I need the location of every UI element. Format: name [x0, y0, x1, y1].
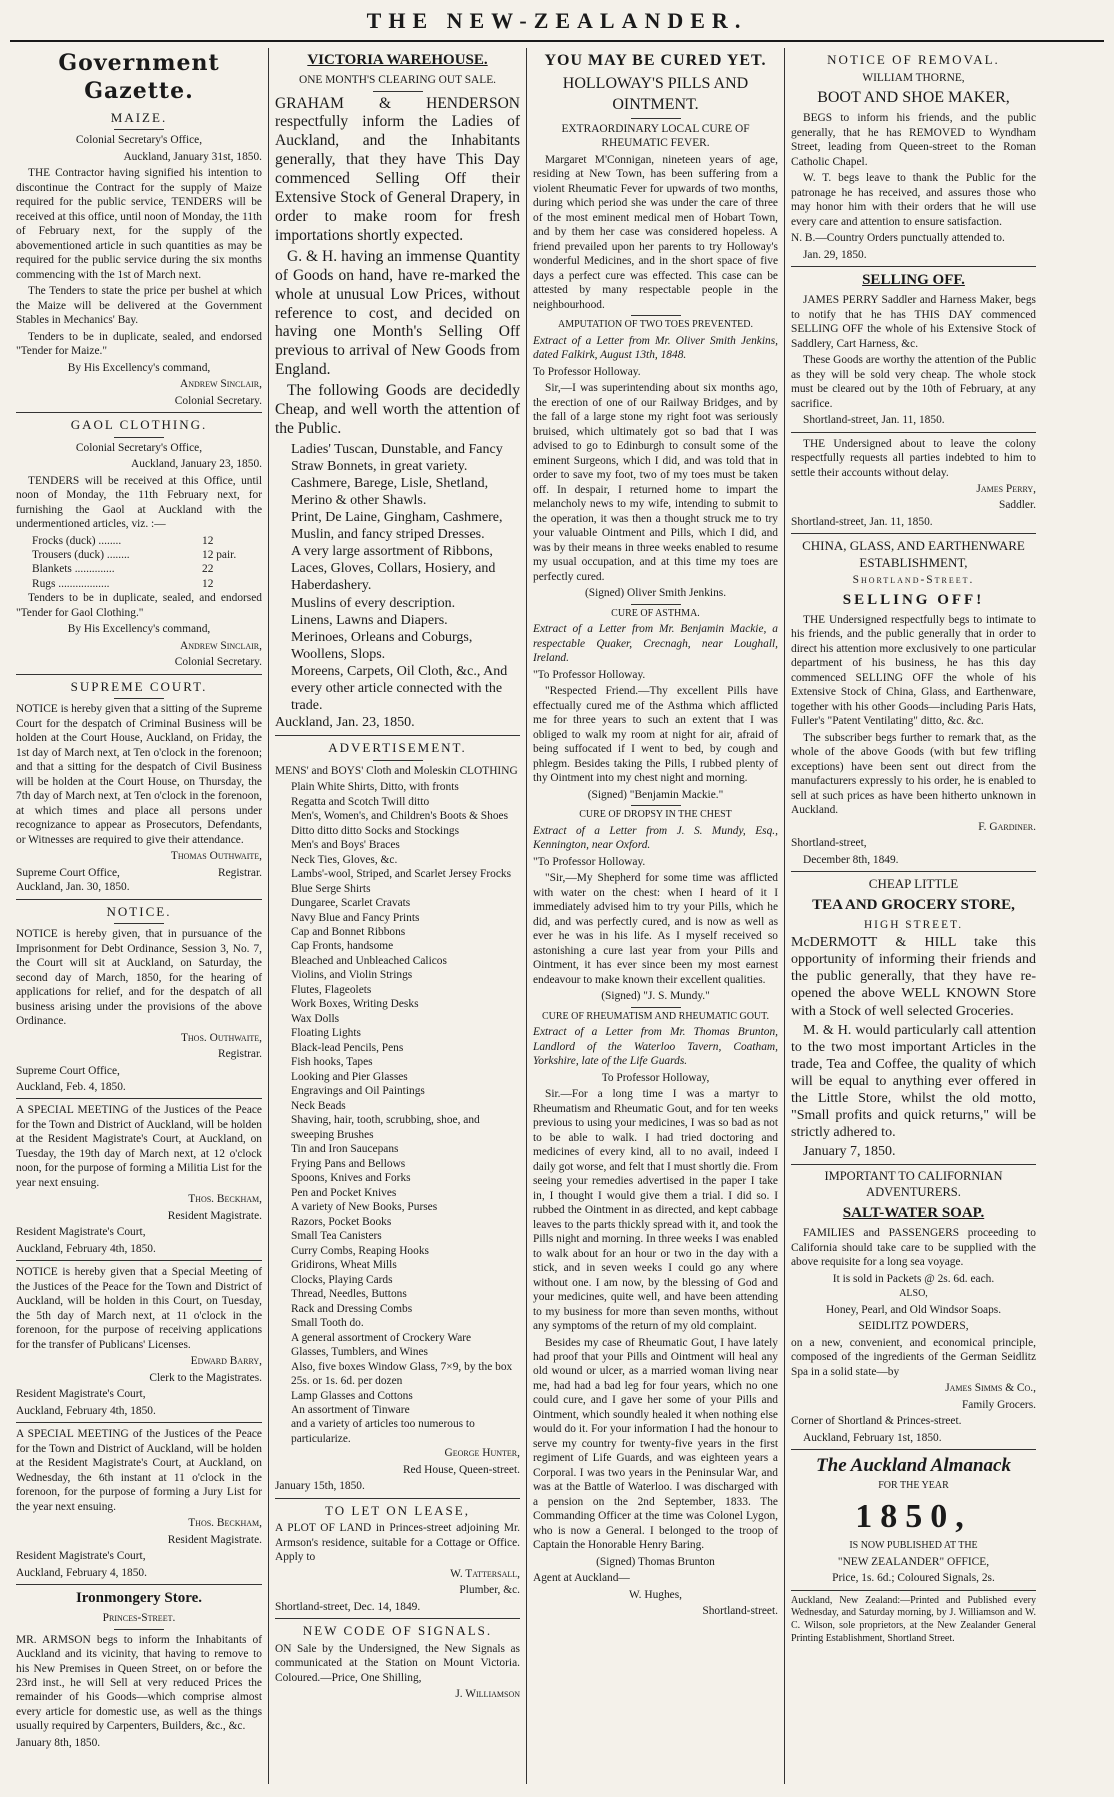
advertisement-heading: ADVERTISEMENT. [328, 740, 467, 756]
goods-item: Print, De Laine, Gingham, Cashmere, Muslin, and fancy striped Dresses. [291, 510, 503, 543]
californian-heading: IMPORTANT TO CALIFORNIAN ADVENTURERS. [824, 1169, 1003, 1200]
goods-item: Cashmere, Barege, Lisle, Shetland, Merino & other Shawls. [291, 476, 489, 509]
jury-notice: A SPECIAL MEETING of the Justices of the Peace for the Town and District of Auckland, will be holden at the Resident Magistrate's Court, at Auckland, on Wednesday, the 6th instant at 11 o'clock in the forenoon, for the purpose of forming a Jury List for the year next ensuing. [16, 1428, 262, 1513]
list-item: Razors, Pocket Books [291, 1215, 392, 1228]
list-item: Black-lead Pencils, Pens [291, 1041, 404, 1054]
maize-body: THE Contractor having signified his intention to discontinue the Contract for the supply of Maize required for the public service, TENDERS will be received at this office, until noon of Monday, the 11th of February next, for the supply of the abovementioned article in such quantities as may be required for the public service during the six months commencing with the 1st of March next. [16, 167, 262, 281]
gazette-title: Government Gazette. [58, 50, 220, 104]
graham-henderson-notice: GRAHAM & HENDERSON respectfully inform the Ladies of Auckland, and the Inhabitants generally, that they have This Day commenced Selling Off their Extensive Stock of General Drapery, in order to make room for fresh importations shortly expected. [275, 94, 520, 244]
list-item: Pen and Pocket Knives [291, 1186, 397, 1199]
goods-item: Muslins of every description. [291, 595, 456, 611]
list-item: Clocks, Playing Cards [291, 1273, 393, 1286]
selling-off-2-heading: SELLING OFF! [842, 591, 985, 608]
column-4: NOTICE OF REMOVAL. WILLIAM THORNE, BOOT AND SHOE MAKER, BEGS to inform his friends, and the public generally, that he has REMOVED to Wyndham Street, leading from Queen-street to the Roman Catholic Chapel. W. T. begs leave to thank the Public for the patronage he has received, and assures those who may honor him with their orders that he will use every care and attention to ensure satisfaction. N. B.—Country Orders punctually attended to. Jan. 29, 1850. SELLING OFF. JAMES PERRY Saddler and Harness Maker, begs to notify that he has THIS DAY commenced SELLING OFF the whole of his Extensive Stock of Saddlery, Cart Harness, &c. These Goods are worthy the attention of the Public as they will be sold very cheap. The whole stock must be cleared out by the 10th of February, at any sacrifice. Shortland-street, Jan. 11, 1850. THE Undersigned about to leave the colony respectfully requests all parties indebted to him to settle their accounts without delay. James Perry, Saddler. Shortland-street, Jan. 11, 1850. CHINA, GLASS, AND EARTHENWARE ESTABLISHMENT, Shortland-Street. SELLING OFF! THE Undersigned respectfully begs to intimate to his friends, and the public generally that in order to direct his attention more exclusively to one particular department of his business, he has this day commenced SELLING OFF the whole of his Extensive Stock of China, Glass, and Earthenware, together with his other Goods—including Paris Hats, Fuller's "Patent Ventilating" ditto, &c. &c. The subscriber begs further to remark that, as the whole of the above Goods (with but few trifling exceptions) have been sent out direct from the manufacturers expressly to his order, he is enabled to sell at such prices as have been hitherto unknown in Auckland. F. Gardiner. Shortland-street, December 8th, 1849. CHEAP LITTLE TEA AND GROCERY STORE, HIGH STREET. McDERMOTT & HILL take this opportunity of informing their friends and the public generally, that they have re-opened the above WELL KNOWN Store with a Stock of well selected Groceries. M. & H. would particularly call attention to the two most important Articles in the trade, Tea and Coffee, the quality of which will be equal to anything ever offered in the Little Store, whilst the old motto, "Small profits and quick returns," will be strictly adhered to. January 7, 1850. IMPORTANT TO CALIFORNIAN ADVENTURERS. SALT-WATER SOAP. FAMILIES and PASSENGERS proceeding to California should take care to be supplied with the above requisite for a long sea voyage. It is sold in Packets @ 2s. 6d. each. ALSO, Honey, Pearl, and Old Windsor Soaps. SEIDLITZ POWDERS, on a new, convenient, and economical principle, composed of the ingredients of the German Seidlitz Spa in a solid state—by James Simms & Co., Family Grocers. Corner of Shortland & Princes-street. Auckland, February 1st, 1850. The Auckland Almanack FOR THE YEAR 1850, IS NOW PUBLISHED AT THE "NEW ZEALANDER" OFFICE, Price, 1s. 6d.; Coloured Signals, 2s. Auckland, New Zealand:—Printed and Published every Wednesday, and Saturday morning, by J. Williamson and W. C. Wilson, sole proprietors, at the New Zealander General Printing Establishment, Shortland Street. [784, 48, 1042, 1784]
column-3: YOU MAY BE CURED YET. HOLLOWAY'S PILLS AND OINTMENT. EXTRAORDINARY LOCAL CURE OF RHEUMATIC FEVER. Margaret M'Connigan, nineteen years of age, residing at New Town, has been suffering from a violent Rheumatic Fever for upwards of two months, during which period she was under the care of three of the most eminent medical men of Hobart Town, and by them her case was considered hopeless. A friend prevailed upon her parents to try Holloway's wonderful Medicines, and in the short space of five days a perfect cure was effected. This case can be attested by many respectable people in the neighbourhood. AMPUTATION OF TWO TOES PREVENTED. Extract of a Letter from Mr. Oliver Smith Jenkins, dated Falkirk, August 13th, 1848. To Professor Holloway. Sir,—I was superintending about six months ago, the erection of one of our Railway Bridges, and by the fall of a large stone my right foot was seriously bruised, which ultimately got so bad that I was advised to go to Edinburgh to consult some of the eminent Surgeons, which I did, and was told that in order to save my foot, two of my toes must be taken off. In despair, I returned home to impart the melancholy news to my wife, intending to submit to the operation, it was then a thought struck me to try your valuable Ointment and Pills, which I did, and was by their means in three weeks enabled to resume my usual occupation, and at this time my toes are perfectly cured. (Signed) Oliver Smith Jenkins. CURE OF ASTHMA. Extract of a Letter from Mr. Benjamin Mackie, a respectable Quaker, Crecnagh, near Loughall, Ireland. "To Professor Holloway. "Respected Friend.—Thy excellent Pills have effectually cured me of the Asthma which afflicted me for three years to such an extent that I was obliged to walk my room at night for air, afraid of being suffocated if I went to bed, by cough and phlegm. Besides taking the Pills, I rubbed plenty of thy Ointment into my chest night and morning. (Signed) "Benjamin Mackie." CURE OF DROPSY IN THE CHEST Extract of a Letter from J. S. Mundy, Esq., Kennington, near Oxford. "To Professor Holloway. "Sir,—My Shepherd for some time was afflicted with water on the chest: when I heard of it I immediately advised him to try your Pills, which he did, and was perfectly cured, and is now as well as ever he was in his life. As I myself received so astonishing a cure last year from your Pills and Ointment, it has ever since been my most earnest endeavour to make known their excellent qualities. (Signed) "J. S. Mundy." CURE OF RHEUMATISM AND RHEUMATIC GOUT. Extract of a Letter from Mr. Thomas Brunton, Landlord of the Waterloo Tavern, Coatham, Yorkshire, late of the Life Guards. To Professor Holloway, Sir.—For a long time I was a martyr to Rheumatism and Rheumatic Gout, and for ten weeks previous to using your medicines, I was so bad as not to be able to walk. I had tried doctoring and medicines of every kind, all to no avail, indeed I daily got worse, and felt that I must shortly die. From seeing your remedies advertised in the paper I take in, I thought I would give them a trial. I did so. I rubbed the Ointment in as directed, and kept cabbage leaves to the parts thickly spread with it, and took the Pills night and morning. In three weeks I was enabled to walk about for an hour or two in the day with a stick, and in seven weeks I could go any where without one. I am now, by the blessing of God and your medicines, quite well, and have been attending to my business for more than seven months, without any symptoms of the return of my old complaint. Besides my case of Rheumatic Gout, I have lately had proof that your Pills and Ointment will heal any old wound or ulcer, as a married woman living near me, had had a bad leg for four years, which no one could cure, and I gave her some of your Pills and Ointment, which soundly healed it when nothing else would do it. For your information I had the honour to serve my country for twenty-five years in the first regiment of Life Guards, and was eighteen years a Corporal. I was two years in the Peninsular War, and was at the Battle of Waterloo. I was discharged with a pension on the 2nd September, 1833. The Commanding Officer at the time was Colonel Lygon, who is now a General. I belonged to the troop of Captain the Honorable Henry Baring. (Signed) Thomas Brunton Agent at Auckland— W. Hughes, Shortland-street. [526, 48, 784, 1784]
list-item: Small Tea Canisters [291, 1230, 382, 1243]
militia-notice: A SPECIAL MEETING of the Justices of the Peace for the Town and District of Auckland, will be holden at the Resident Magistrate's Court, at Auckland, on Tuesday, the 19th day of March next, at 12 o'clock noon, for the purpose of forming a Militia List for the year next ensuing. [16, 1104, 262, 1189]
column-2: VICTORIA WAREHOUSE. ONE MONTH'S CLEARING OUT SALE. GRAHAM & HENDERSON respectfully inform the Ladies of Auckland, and the Inhabitants generally, that they have This Day commenced Selling Off their Extensive Stock of General Drapery, in order to make room for fresh importations shortly expected. G. & H. having an immense Quantity of Goods on hand, have re-marked the whole at unusual Low Prices, without reference to cost, and decided on having one Month's Selling Off previous to arrival of New Goods from England. The following Goods are decidedly Cheap, and well worth the attention of the Public. Ladies' Tuscan, Dunstable, and Fancy Straw Bonnets, in great variety. Cashmere, Barege, Lisle, Shetland, Merino & other Shawls. Print, De Laine, Gingham, Cashmere, Muslin, and fancy striped Dresses. A very large assortment of Ribbons, Laces, Gloves, Collars, Hosiery, and Haberdashery. Muslins of every description. Linens, Lawns and Diapers. Merinoes, Orleans and Coburgs, Woollens, Slops. Moreens, Carpets, Oil Cloth, &c., And every other article connected with the trade. Auckland, Jan. 23, 1850. ADVERTISEMENT. MENS' and BOYS' Cloth and Moleskin CLOTHING Plain White Shirts, Ditto, with fronts Regatta and Scotch Twill ditto Men's, Women's, and Children's Boots & Shoes Ditto ditto ditto Socks and Stockings Men's and Boys' Braces Neck Ties, Gloves, &c. Lambs'-wool, Striped, and Scarlet Jersey Frocks Blue Serge Shirts Dungaree, Scarlet Cravats Navy Blue and Fancy Prints Cap and Bonnet Ribbons Cap Fronts, handsome Bleached and Unbleached Calicos Violins, and Violin Strings Flutes, Flageolets Work Boxes, Writing Desks Wax Dolls Floating Lights Black-lead Pencils, Pens Fish hooks, Tapes Looking and Pier Glasses Engravings and Oil Paintings Neck Beads Shaving, hair, tooth, scrubbing, shoe, and sweeping Brushes Tin and Iron Saucepans Frying Pans and Bellows Spoons, Knives and Forks Pen and Pocket Knives A variety of New Books, Purses Razors, Pocket Books Small Tea Canisters Curry Combs, Reaping Hooks Gridirons, Wheat Mills Clocks, Playing Cards Thread, Needles, Buttons Rack and Dressing Combs Small Tooth do. A general assortment of Crockery Ware Glasses, Tumblers, and Wines Also, five boxes Window Glass, 7×9, by the box 25s. or 1s. 6d. per dozen Lamp Glasses and Cottons An assortment of Tinware and a variety of articles too numerous to particularize. George Hunter, Red House, Queen-street. January 15th, 1850. TO LET ON LEASE, A PLOT OF LAND in Princes-street adjoining Mr. Armson's residence, suitable for a Cottage or Office. Apply to W. Tattersall, Plumber, &c. Shortland-street, Dec. 14, 1849. NEW CODE OF SIGNALS. ON Sale by the Undersigned, the New Signals as communicated at the Station on Mount Victoria. Coloured.—Price, One Shilling, J. Williamson [268, 48, 526, 1784]
columns [10, 48, 1104, 1784]
advertisement-list [275, 780, 520, 1446]
imprint: Auckland, New Zealand:—Printed and Published every Wednesday, and Saturday morning, by J. Williamson and W. C. Wilson, sole proprietors, at the New Zealander General Printing Establishment, Shortland Street. [791, 1594, 1036, 1644]
list-item: A general assortment of Crockery Ware [291, 1331, 472, 1344]
list-item: Cap and Bonnet Ribbons [291, 926, 406, 938]
list-item: Neck Beads [291, 1099, 346, 1112]
masthead-rule [10, 40, 1104, 42]
list-item: Curry Combs, Reaping Hooks [291, 1244, 429, 1257]
gaol-heading: GAOL CLOTHING. [70, 417, 208, 433]
list-item: Cap Fronts, handsome [291, 940, 394, 953]
list-item: Frying Pans and Bellows [291, 1157, 406, 1170]
list-item: Also, five boxes Window Glass, 7×9, by the box 25s. or 1s. 6d. per dozen [291, 1360, 513, 1388]
tea-store-heading: TEA AND GROCERY STORE, [812, 896, 1015, 913]
victoria-warehouse-heading: VICTORIA WAREHOUSE. [307, 52, 488, 68]
list-item: Gridirons, Wheat Mills [291, 1259, 397, 1272]
removal-heading: NOTICE OF REMOVAL. [827, 52, 1000, 67]
ironmongery-heading: Ironmongery Store. [75, 1590, 203, 1607]
list-item: Ditto ditto ditto Socks and Stockings [291, 824, 460, 837]
lease-heading: TO LET ON LEASE, [325, 1502, 470, 1518]
list-item: Thread, Needles, Buttons [291, 1288, 407, 1301]
gaol-item: Trousers (duck) ........ 12 pair. [32, 548, 237, 561]
gaol-item: Rugs .................. 12 [32, 577, 214, 590]
selling-off-heading: SELLING OFF. [862, 272, 965, 289]
list-item: Tin and Iron Saucepans [291, 1143, 399, 1156]
list-item: Plain White Shirts, Ditto, with fronts [291, 781, 459, 794]
supreme-court-heading: SUPREME COURT. [70, 678, 208, 694]
list-item: Small Tooth do. [291, 1317, 364, 1330]
list-item: Lambs'-wool, Striped, and Scarlet Jersey Frocks [291, 868, 512, 881]
list-item: Work Boxes, Writing Desks [291, 998, 419, 1011]
almanack-year: 1850, [855, 1497, 972, 1535]
list-item: and a variety of articles too numerous to particularize. [291, 1418, 475, 1445]
list-item: Lamp Glasses and Cottons [291, 1389, 413, 1402]
signals-heading: NEW CODE OF SIGNALS. [302, 1623, 493, 1639]
cured-yet-heading: YOU MAY BE CURED YET. [544, 52, 767, 69]
maize-heading: MAIZE. [110, 109, 168, 125]
list-item: Shaving, hair, tooth, scrubbing, shoe, and sweeping Brushes [291, 1114, 480, 1141]
holloway-heading: HOLLOWAY'S PILLS AND OINTMENT. [562, 75, 749, 113]
list-item: Spoons, Knives and Forks [291, 1172, 411, 1185]
list-item: Floating Lights [291, 1027, 361, 1040]
list-item: Dungaree, Scarlet Cravats [291, 897, 411, 910]
notice-heading: NOTICE. [106, 903, 172, 919]
list-item: Neck Ties, Gloves, &c. [291, 853, 398, 866]
list-item: An assortment of Tinware [291, 1403, 410, 1416]
masthead: THE NEW-ZEALANDER. [366, 8, 748, 33]
list-item: Bleached and Unbleached Calicos [291, 954, 447, 967]
list-item: Flutes, Flageolets [291, 983, 372, 996]
gaol-item: Blankets .............. 22 [32, 563, 214, 576]
list-item: Regatta and Scotch Twill ditto [291, 795, 430, 808]
soap-heading: SALT-WATER SOAP. [842, 1205, 985, 1222]
list-item: A variety of New Books, Purses [291, 1201, 438, 1214]
goods-item: Moreens, Carpets, Oil Cloth, &c., And every other article connected with the trade. [291, 663, 508, 714]
list-item: Rack and Dressing Combs [291, 1302, 413, 1315]
list-item: Navy Blue and Fancy Prints [291, 911, 420, 924]
goods-item: Linens, Lawns and Diapers. [291, 612, 448, 628]
goods-item: Merinoes, Orleans and Coburgs, Woollens, Slops. [291, 629, 473, 662]
list-item: Wax Dolls [291, 1012, 340, 1025]
list-item: Fish hooks, Tapes [291, 1056, 373, 1069]
list-item: Glasses, Tumblers, and Wines [291, 1346, 428, 1359]
goods-item: Ladies' Tuscan, Dunstable, and Fancy Straw Bonnets, in great variety. [291, 441, 503, 474]
list-item: Blue Serge Shirts [291, 882, 371, 895]
list-item: Men's, Women's, and Children's Boots & Shoes [291, 810, 509, 823]
licenses-notice: NOTICE is hereby given that a Special Meeting of the Justices of the Peace for the Town and District of Auckland, will be holden in this Court, on Tuesday, the 5th day of March next, at 11 o'clock in the forenoon, for the purpose of receiving applications for the transfer of Publicans' Licenses. [16, 1266, 262, 1351]
list-item: Looking and Pier Glasses [291, 1070, 408, 1083]
column-1: Government Gazette. MAIZE. Colonial Secretary's Office, Auckland, January 31st, 1850. THE Contractor having signified his intention to discontinue the Contract for the supply of Maize required for the public service, TENDERS will be received at this office, until noon of Monday, the 11th of February next, for the supply of the abovementioned article in such quantities as may be required for the public service during the six months commencing with the 1st of March next. The Tenders to state the price per bushel at which the Maize will be delivered at the Government Stables in Mechanics' Bay. Tenders to be in duplicate, sealed, and endorsed "Tender for Maize." By His Excellency's command, Andrew Sinclair, Colonial Secretary. GAOL CLOTHING. Colonial Secretary's Office, Auckland, January 23, 1850. TENDERS will be received at this Office, until noon of Monday, the 11th February next, for furnishing the Gaol at Auckland with the undermentioned articles, viz. :— Frocks (duck) ........ 12 Trousers (duck) ........ 12 pair. Blankets .............. 22 Rugs .................. 12 Tenders to be in duplicate, sealed, and endorsed "Tender for Gaol Clothing." By His Excellency's command, Andrew Sinclair, Colonial Secretary. SUPREME COURT. NOTICE is hereby given that a sitting of the Supreme Court for the despatch of Criminal Business will be holden at the Court House, Auckland, on Friday, the 1st day of March next, at Ten o'clock in the forenoon; and that a sitting for the despatch of Civil Business will be holden at the Court House, on Thursday, the 7th day of March next, at Ten o'clock in the forenoon, at which times and place all persons under recognizance to appear as Prosecutors, Defendants, or Witnesses are required to give their attendance. Thomas Outhwaite, Supreme Court Office, Registrar. Auckland, Jan. 30, 1850. NOTICE. NOTICE is hereby given, that in pursuance of the Imprisonment for Debt Ordinance, Session 3, No. 7, the Court will sit at Auckland, on Saturday, the second day of March, 1850, for the hearing of applications for relief, and for the despatch of all business arising under the provisions of the above Ordinance. Thos. Outhwaite, Registrar. Supreme Court Office, Auckland, Feb. 4, 1850. A SPECIAL MEETING of the Justices of the Peace for the Town and District of Auckland, will be holden at the Resident Magistrate's Court, at Auckland, on Tuesday, the 19th day of March next, at 12 o'clock noon, for the purpose of forming a Militia List for the year next ensuing. Thos. Beckham, Resident Magistrate. Resident Magistrate's Court, Auckland, February 4th, 1850. NOTICE is hereby given that a Special Meeting of the Justices of the Peace for the Town and District of Auckland, will be holden in this Court, on Tuesday, the 5th day of March next, at 11 o'clock in the forenoon, for the purpose of receiving applications for the transfer of Publicans' Licenses. Edward Barry, Clerk to the Magistrates. Resident Magistrate's Court, Auckland, February 4th, 1850. A SPECIAL MEETING of the Justices of the Peace for the Town and District of Auckland, will be holden at the Resident Magistrate's Court, at Auckland, on Wednesday, the 6th instant at 11 o'clock in the forenoon, for the purpose of forming a Jury List for the year next ensuing. Thos. Beckham, Resident Magistrate. Resident Magistrate's Court, Auckland, February 4, 1850. Ironmongery Store. Princes-Street. MR. ARMSON begs to inform the Inhabitants of Auckland and its vicinity, that having to remove to his New Premises in Queen Street, on or before the 23rd inst., he will Sell at very reduced Prices the remainder of his Goods—which comprise almost every article for domestic use, as well as the things usually required by Carpenters, Builders, &c., &c. January 8th, 1850. [16, 50, 262, 1749]
gaol-item: Frocks (duck) ........ 12 [32, 534, 214, 547]
almanack-title: The Auckland Almanack [816, 1455, 1011, 1477]
list-item: Men's and Boys' Braces [291, 839, 400, 852]
list-item: Engravings and Oil Paintings [291, 1085, 425, 1098]
china-heading: CHINA, GLASS, AND EARTHENWARE ESTABLISHMENT, [802, 538, 1025, 570]
goods-item: A very large assortment of Ribbons, Laces, Gloves, Collars, Hosiery, and Haberdashery. [291, 544, 496, 594]
list-item: Violins, and Violin Strings [291, 969, 413, 982]
